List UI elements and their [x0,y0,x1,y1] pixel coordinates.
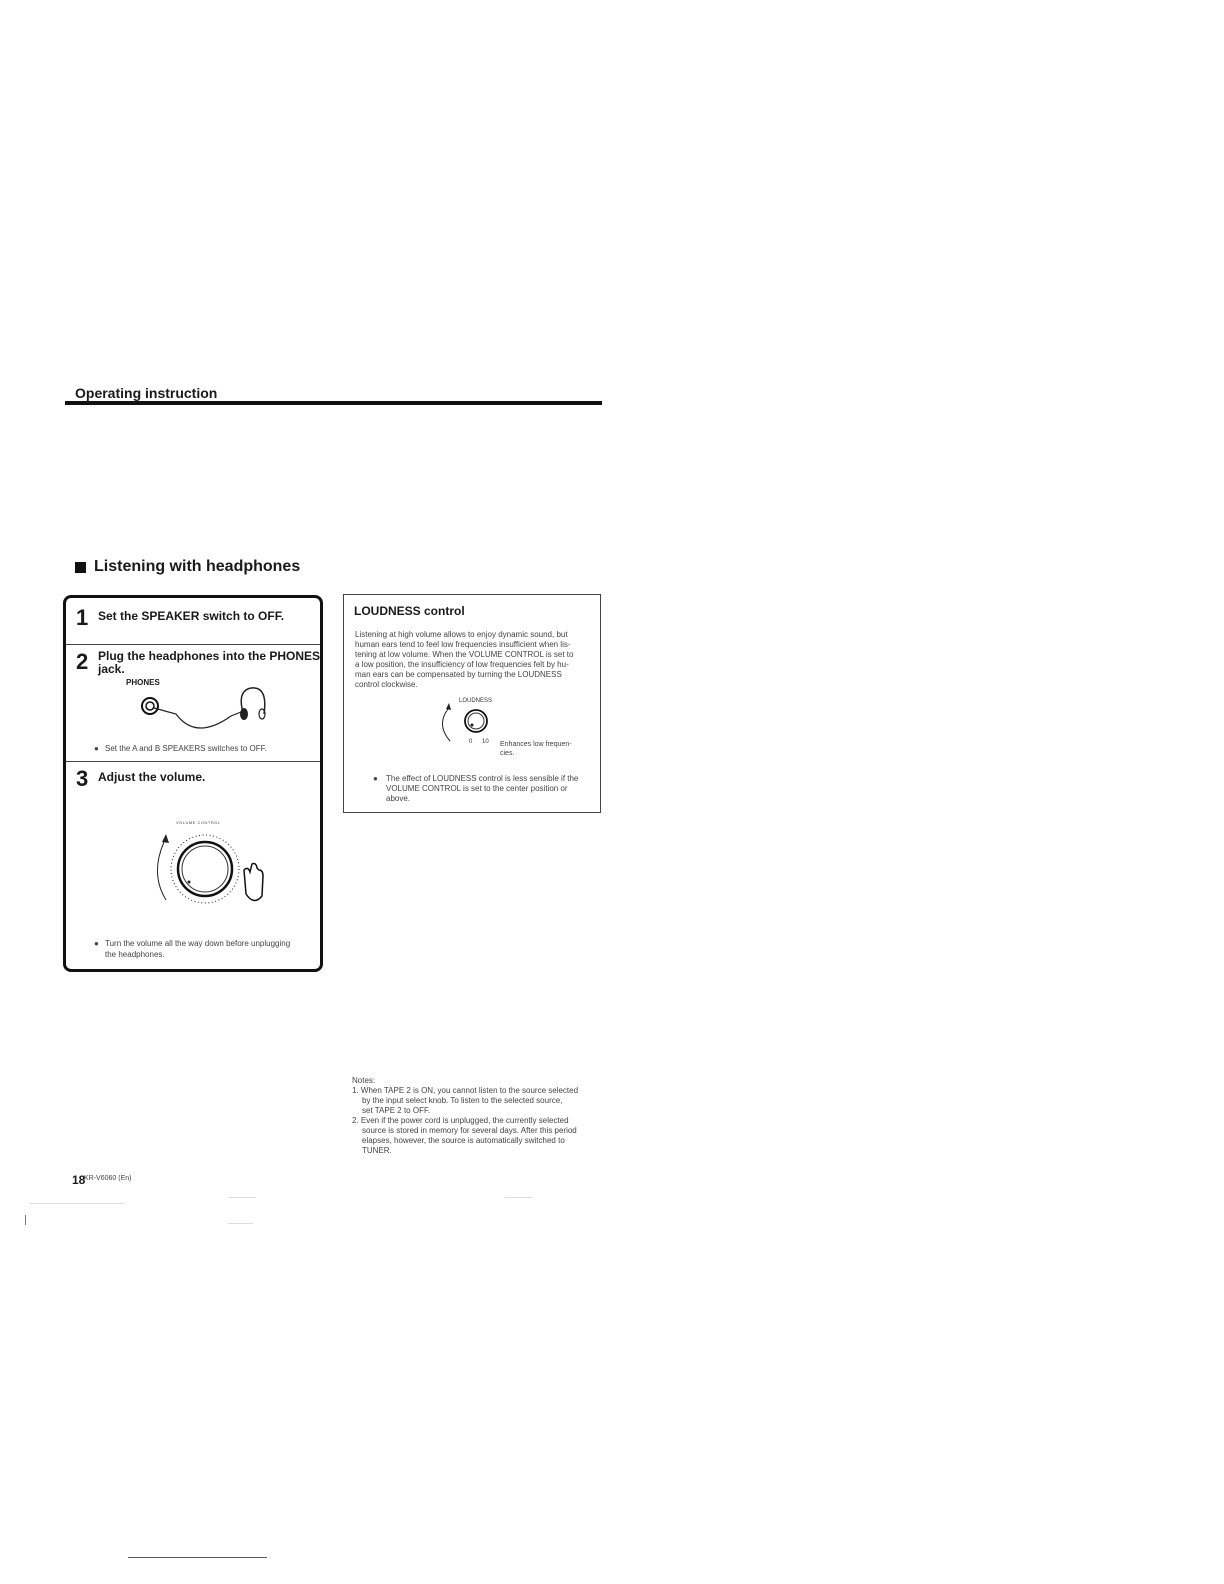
loudness-title: LOUDNESS control [354,604,465,618]
step-number: 1 [76,605,89,630]
section-header: Operating instruction [75,385,218,401]
step-text: Adjust the volume. [98,770,206,784]
loudness-box [343,594,601,813]
step-text: Set the SPEAKER switch to OFF. [98,609,285,623]
step-note [94,938,290,960]
notes-line: by the input select knob. To listen to the selected source, [362,1096,563,1105]
steps-box [63,595,323,972]
volume-control-label: VOLUME CONTROL [176,820,221,825]
rotation-arrow-icon [442,709,450,741]
blue-rule [128,1557,267,1558]
section-title: Listening with headphones [94,558,301,575]
loudness-body-line: tening at low volume. When the VOLUME CONTROL is set to [355,650,574,659]
notes-line: set TAPE 2 to OFF. [362,1106,431,1115]
step-number: 3 [76,766,89,791]
step-text-line: jack. [98,662,125,676]
loudness-caption [500,740,572,758]
step-note-text: the headphones. [105,950,165,959]
volume-scale-icon [171,835,239,903]
notes-line: 2. Even if the power cord is unplugged, the currently selected [352,1116,569,1125]
loudness-scale-max: 10 [482,739,489,745]
bullet-icon: ● [94,744,99,753]
loudness-note-line: above. [386,794,411,803]
notes-line: source is stored in memory for several days. After this period [362,1126,577,1135]
loudness-body-line: control clockwise. [355,680,418,689]
loudness-note-line: The effect of LOUDNESS control is less sensible if the [386,774,579,783]
scan-artifact-line [228,1197,256,1198]
square-bullet-icon [75,562,86,573]
step-text-line: Plug the headphones into the PHONES [98,649,321,663]
loudness-body-line: a low position, the insufficiency of low frequencies felt by hu- [355,660,569,669]
loudness-note-line: VOLUME CONTROL is set to the center position or [386,784,568,793]
step-note [94,743,267,754]
cord-icon [154,708,241,728]
volume-knob-figure [146,824,286,914]
scan-artifact-line [30,1203,125,1204]
notes-line: 1. When TAPE 2 is ON, you cannot listen to the source selected [352,1086,579,1095]
phones-label: PHONES [126,678,160,687]
loudness-knob-label: LOUDNESS [459,698,493,704]
volume-knob-icon [178,842,232,896]
notes-line: elapses, however, the source is automatically switched to [362,1136,565,1145]
loudness-body-line: man ears can be compensated by turning the LOUDNESS [355,670,562,679]
scan-artifact-mark [25,1215,26,1225]
step-number: 2 [76,649,89,674]
loudness-scale-min: 0 [469,739,473,745]
loudness-caption-line: cies. [500,750,515,757]
scan-artifact-line [228,1223,253,1224]
bullet-icon: ● [373,774,378,783]
step-text [98,650,320,676]
phones-jack-icon [142,698,158,714]
notes-line: TUNER. [362,1146,392,1155]
headphones-figure [136,686,276,736]
hand-icon [244,864,263,901]
page-number: 18 [72,1173,86,1187]
loudness-note [373,774,578,784]
header-rule [65,401,602,405]
step-note-text: Turn the volume all the way down before unplugging [105,939,291,948]
step-divider [66,761,320,762]
loudness-caption-line: Enhances low frequen- [500,741,572,748]
notes-heading: Notes: [352,1076,376,1085]
loudness-body-line: Listening at high volume allows to enjoy dynamic sound, but [355,630,568,639]
step-note-text: Set the A and B SPEAKERS switches to OFF. [105,744,267,753]
model-number: KR-V6060 (En) [84,1175,132,1182]
loudness-body-line: human ears tend to feel low frequencies insufficient when lis- [355,640,571,649]
section-title-wrap [75,558,300,576]
scan-artifact-line [505,1197,533,1198]
bullet-icon: ● [94,939,99,948]
rotation-arrow-icon [157,842,166,900]
step-divider [66,644,320,645]
